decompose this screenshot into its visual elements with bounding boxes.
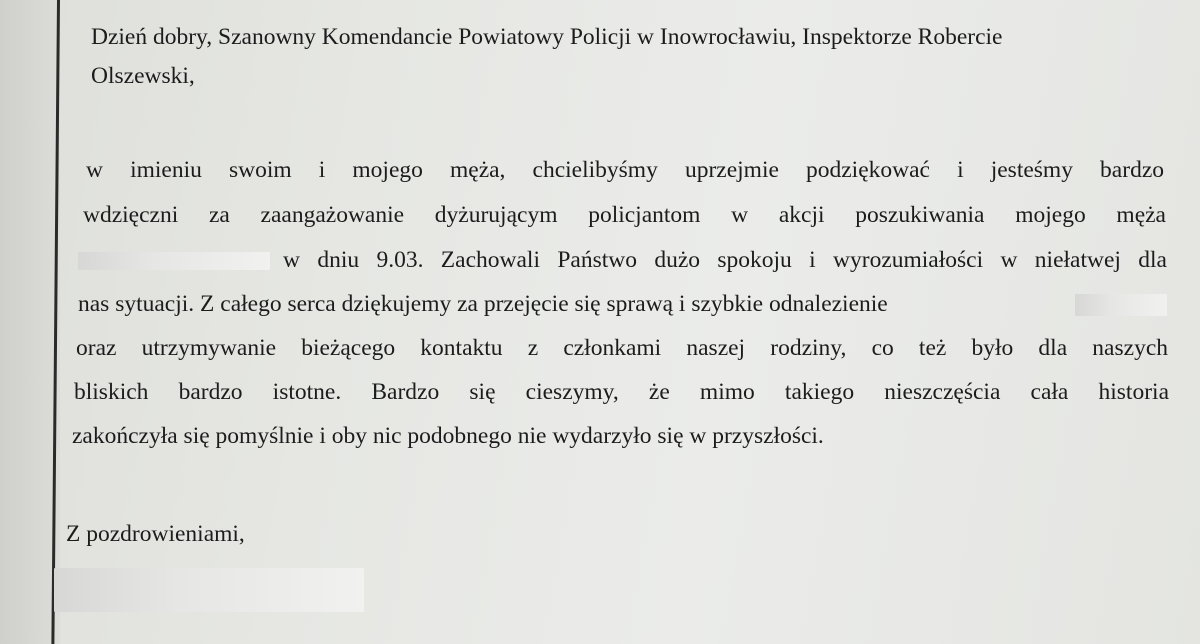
redacted-signature: [54, 568, 364, 612]
body-line-7: zakończyła się pomyślnie i oby nic podobnego nie wydarzyło się w przyszłości.: [72, 423, 824, 449]
greeting-line-1: Dzień dobry, Szanowny Komendancie Powiatowy Policji w Inowrocławiu, Inspektorze Robercie: [91, 24, 1003, 50]
body-line-3: w dniu 9.03. Zachowali Państwo dużo spokoju i wyrozumiałości w niełatwej dla: [283, 247, 1167, 273]
redacted-name-1: [78, 252, 270, 270]
greeting-line-2: Olszewski,: [91, 63, 195, 89]
body-line-1: w imieniu swoim i mojego męża, chcielibyśmy uprzejmie podziękować i jesteśmy bardzo: [86, 157, 1164, 183]
body-line-2: wdzięczni za zaangażowanie dyżurującym policjantom w akcji poszukiwania mojego męża: [83, 202, 1166, 228]
body-line-6: bliskich bardzo istotne. Bardzo się cieszymy, że mimo takiego nieszczęścia cała historia: [74, 379, 1169, 405]
closing: Z pozdrowieniami,: [66, 521, 245, 547]
redacted-name-2: [1075, 294, 1167, 316]
body-line-5: oraz utrzymywanie bieżącego kontaktu z członkami naszej rodziny, co też było dla naszych: [76, 335, 1168, 361]
body-line-4: nas sytuacji. Z całego serca dziękujemy za przejęcie się sprawą i szybkie odnalezienie: [78, 291, 888, 317]
